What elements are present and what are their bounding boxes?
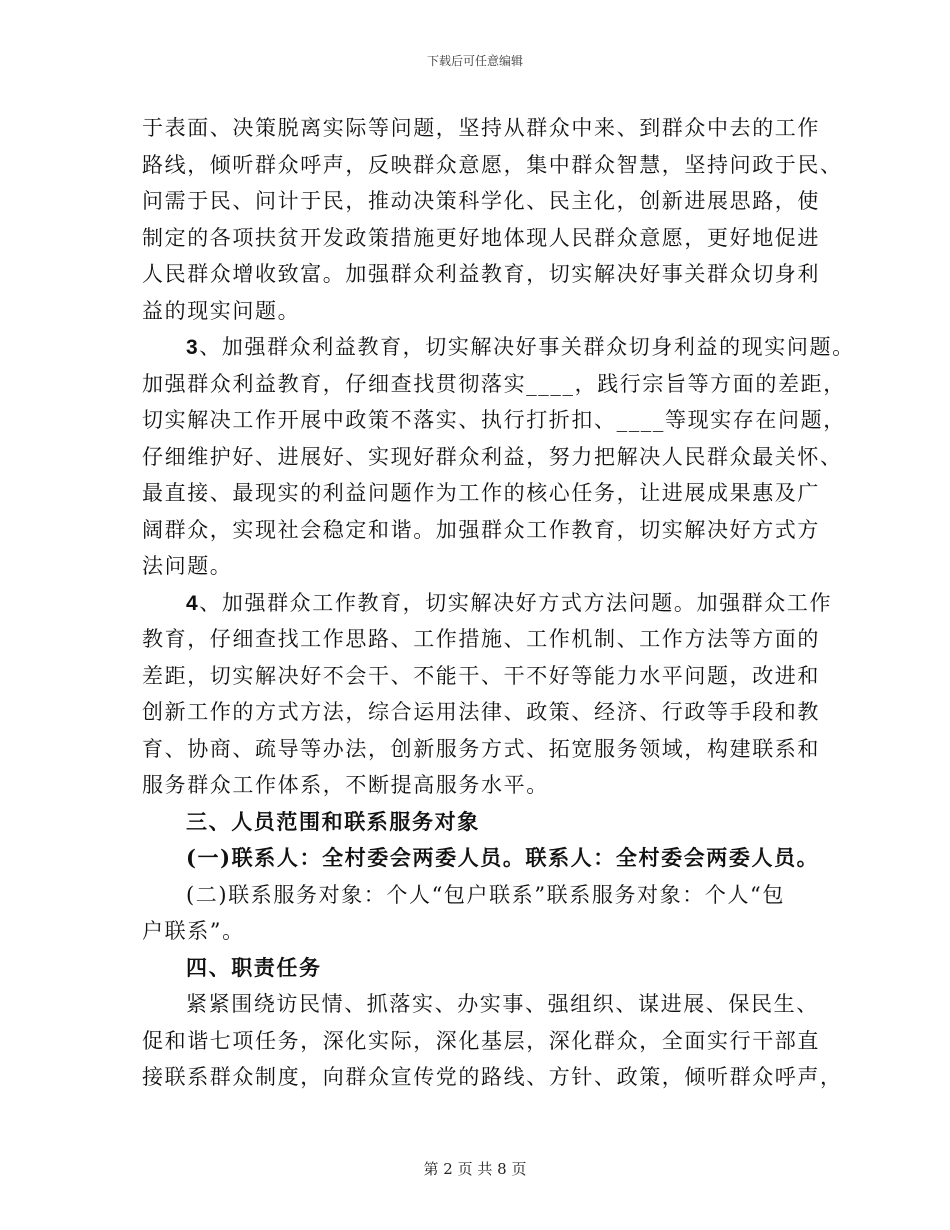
line-text: 于表面、决策脱离实际等问题，坚持从群众中来、到群众中去的工作 — [142, 116, 820, 140]
text-line — [142, 220, 822, 257]
line-text: 切实解决工作开展中政策不落实、执行打折扣、____等现实存在问题， — [142, 408, 846, 432]
text-line — [142, 694, 822, 731]
line-text: 三、人员范围和联系服务对象 — [186, 808, 480, 834]
line-text: 、加强群众工作教育，切实解决好方式方法问题。加强群众工作 — [199, 590, 833, 615]
text-line — [142, 1059, 843, 1096]
line-text: 服务群众工作体系，不断提高服务水平。 — [142, 773, 549, 797]
line-text: 教育，仔细查找工作思路、工作措施、工作机制、工作方法等方面的 — [142, 627, 820, 651]
line-text: 、加强群众利益教育，切实解决好事关群众切身利益的现实问题。 — [199, 335, 855, 359]
item-number: 4 — [186, 591, 200, 615]
line-text: 育、协商、疏导等办法，创新服务方式、拓宽服务领域，构建联系和 — [142, 736, 820, 761]
item-number: 3 — [186, 336, 200, 359]
text-line — [142, 840, 822, 877]
text-line — [142, 913, 822, 950]
line-text: 加强群众利益教育，仔细查找贯彻落实____，践行宗旨等方面的差距， — [142, 371, 846, 396]
text-line — [142, 329, 855, 366]
line-text: 差距，切实解决好不会干、不能干、干不好等能力水平问题，改进和 — [142, 663, 820, 688]
line-text: 阔群众，实现社会稳定和谐。加强群众工作教育，切实解决好方式方 — [142, 517, 820, 542]
text-line — [142, 950, 822, 987]
text-line — [142, 986, 822, 1023]
line-text: (二)联系服务对象：个人“包户联系”联系服务对象：个人“包 — [186, 882, 785, 907]
text-line — [142, 183, 822, 220]
text-line — [142, 877, 822, 914]
page-number-footer: 第 2 页 共 8 页 — [423, 1160, 527, 1178]
line-text: 户联系”。 — [142, 919, 245, 943]
document-body — [142, 110, 855, 1096]
text-line — [142, 366, 846, 403]
text-line — [142, 439, 843, 476]
text-line — [142, 110, 822, 147]
text-line — [142, 475, 822, 512]
text-line — [142, 147, 843, 184]
text-line — [142, 804, 822, 841]
text-line — [142, 402, 846, 439]
text-line — [142, 512, 822, 549]
line-text: 人民群众增收致富。加强群众利益教育，切实解决好事关群众切身利 — [142, 262, 820, 286]
line-text: 紧紧围绕访民情、抓落实、办实事、强组织、谋进展、保民生、 — [186, 992, 819, 1016]
text-line — [142, 621, 822, 658]
line-text: 创新工作的方式方法，综合运用法律、政策、经济、行政等手段和教 — [142, 700, 820, 724]
text-line — [142, 293, 822, 330]
text-line — [142, 767, 822, 804]
text-line — [142, 256, 822, 293]
line-text: 仔细维护好、进展好、实现好群众利益，努力把解决人民群众最关怀、 — [142, 444, 843, 469]
text-line — [142, 658, 822, 695]
text-line — [142, 548, 822, 585]
line-text: 接联系群众制度，向群众宣传党的路线、方针、政策，倾听群众呼声， — [142, 1065, 843, 1089]
page-header-note: 下载后可任意编辑 — [426, 54, 523, 68]
line-text: 问需于民、问计于民，推动决策科学化、民主化，创新进展思路，使 — [142, 189, 820, 213]
line-text: 路线，倾听群众呼声，反映群众意愿，集中群众智慧，坚持问政于民、 — [142, 152, 843, 177]
line-text: 法问题。 — [142, 554, 233, 578]
text-line — [142, 1023, 822, 1060]
line-text: 制定的各项扶贫开发政策措施更好地体现人民群众意愿，更好地促进 — [142, 225, 820, 250]
line-text: 促和谐七项任务，深化实际，深化基层，深化群众，全面实行干部直 — [142, 1028, 820, 1053]
line-text: 益的现实问题。 — [142, 298, 301, 323]
text-line — [142, 731, 822, 768]
line-text: (一)联系人：全村委会两委人员。联系人：全村委会两委人员。 — [186, 845, 820, 870]
text-line — [142, 585, 833, 622]
line-text: 最直接、最现实的利益问题作为工作的核心任务，让进展成果惠及广 — [142, 481, 820, 505]
line-text: 四、职责任务 — [186, 954, 322, 980]
